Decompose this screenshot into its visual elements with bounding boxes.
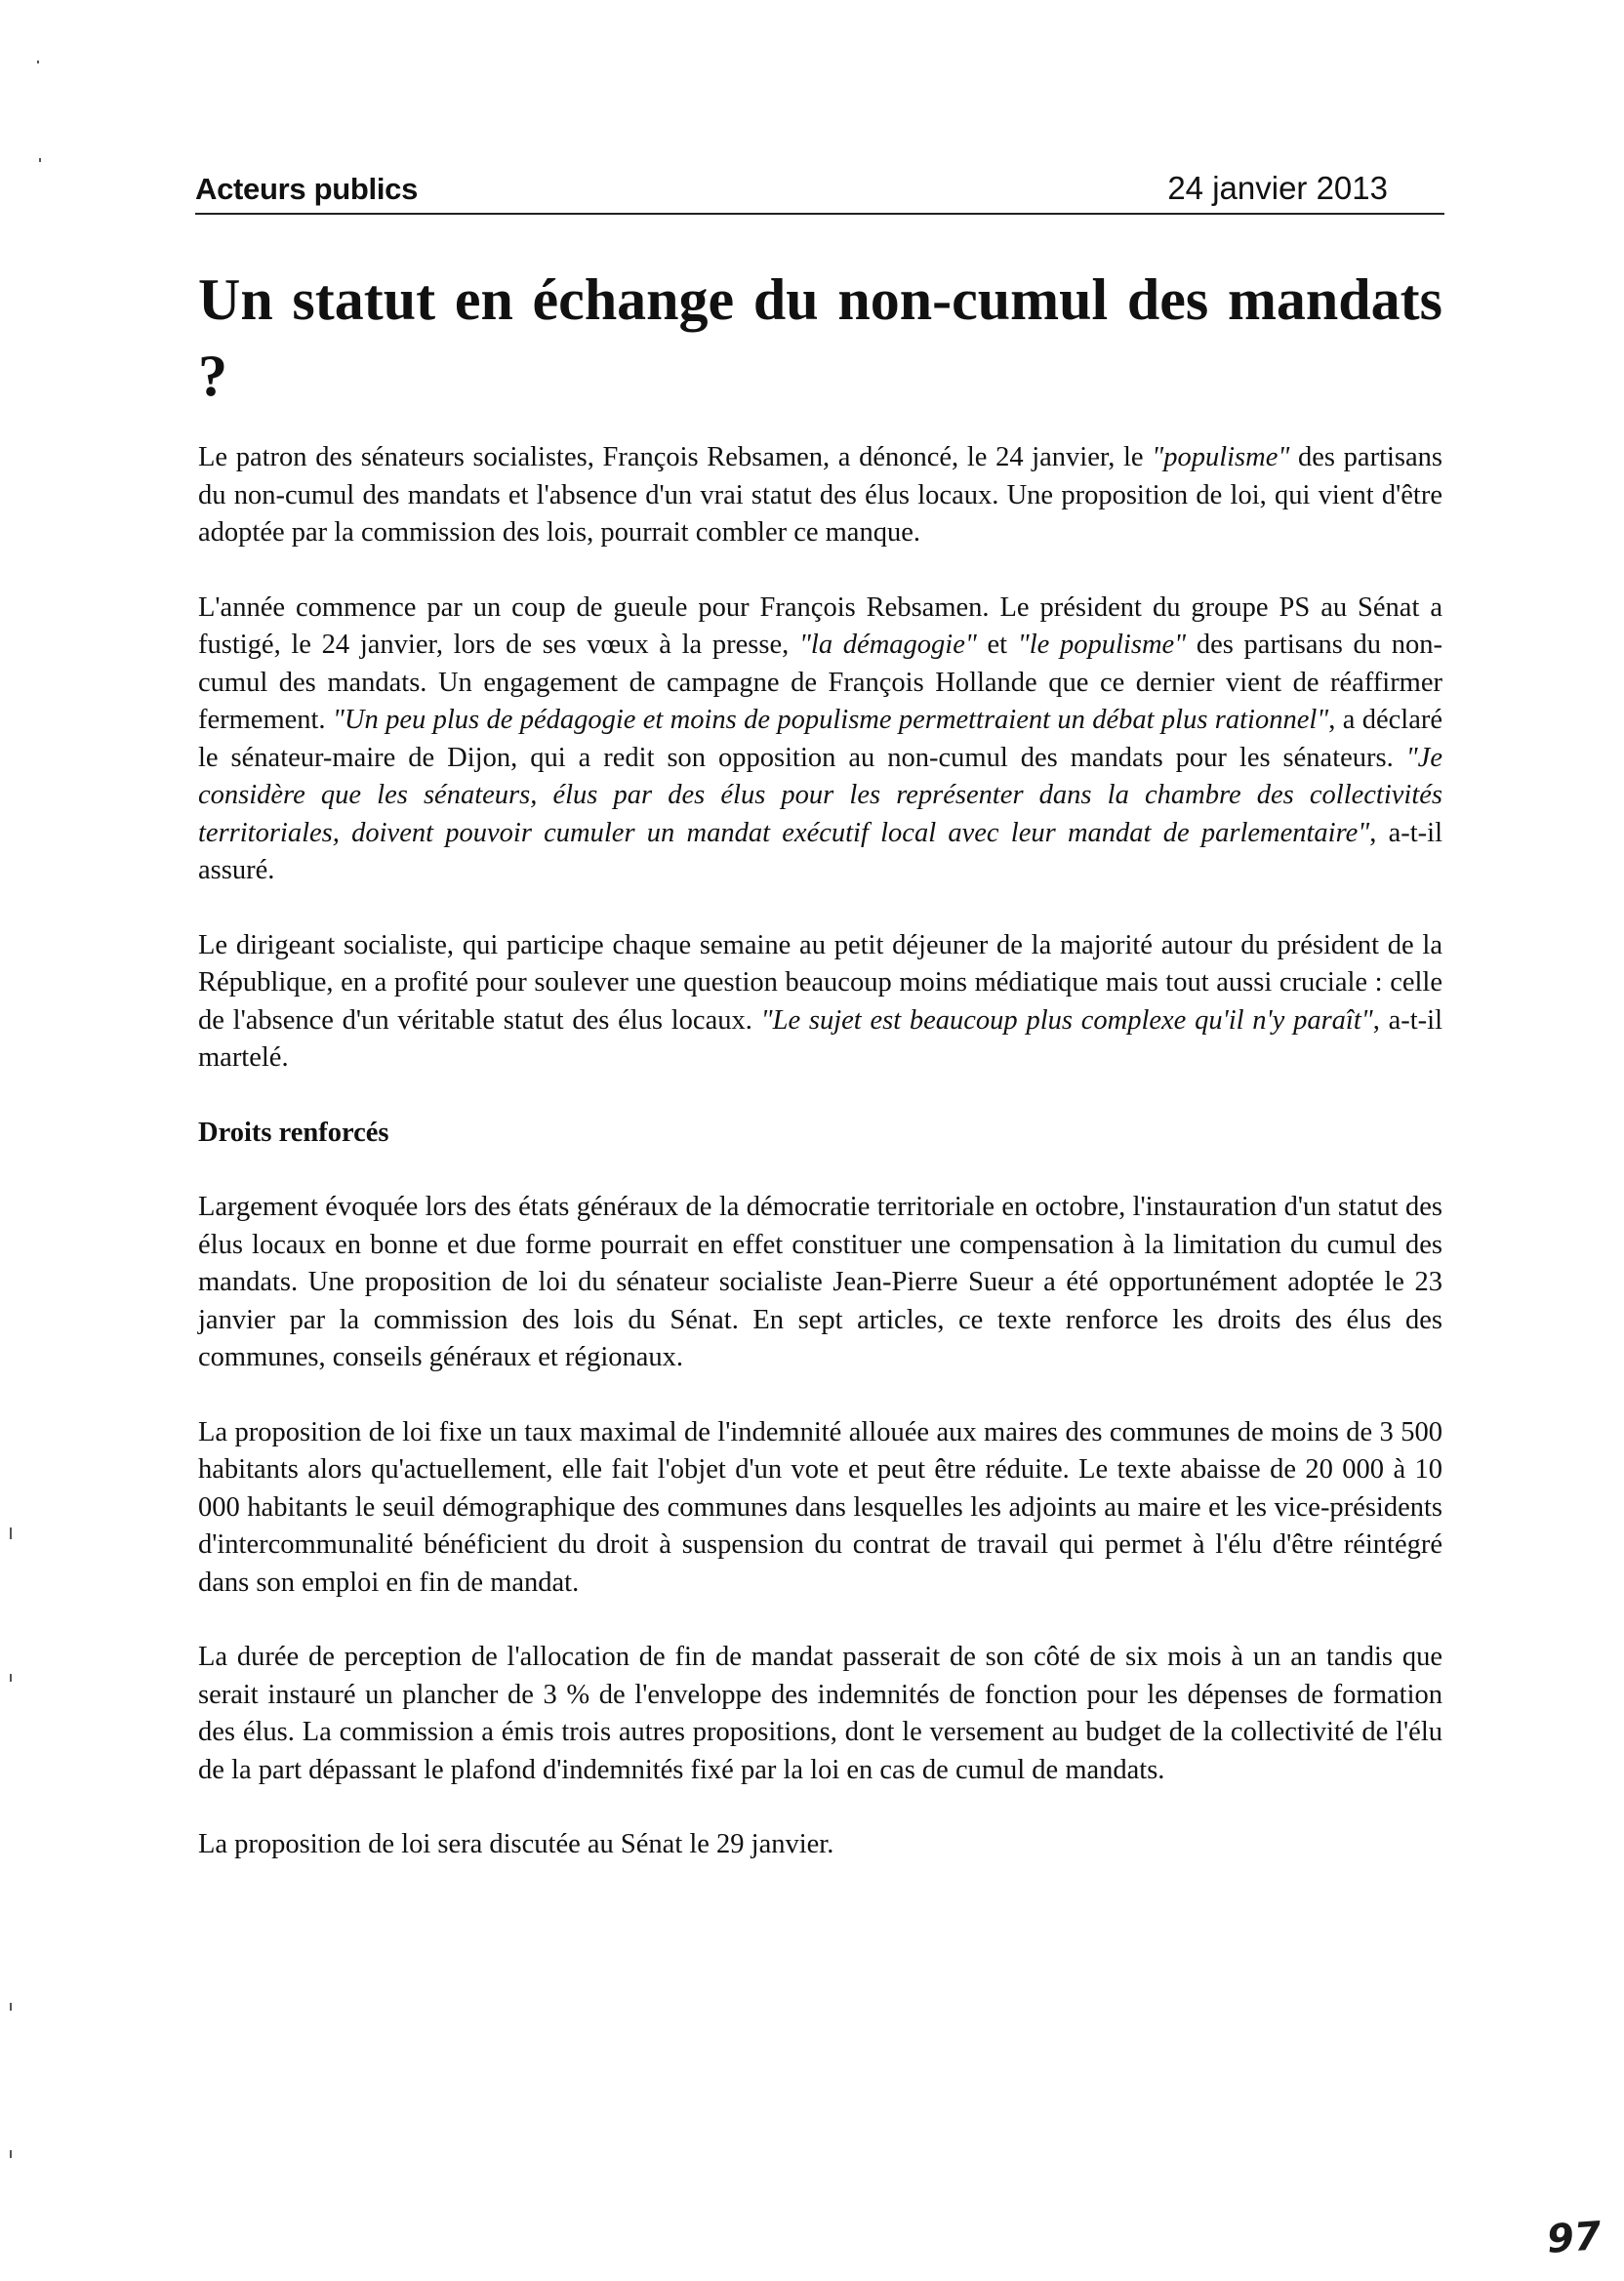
article-paragraph: L'année commence par un coup de gueule pour François Rebsamen. Le président du groupe PS au Sénat a fustigé, le 24 janvier, lors de ses vœux à la presse, "la démagogie" et "le populisme" des partisans du non-cumul des mandats. Un engagement de campagne de François Hollande que ce dernier vient de réaffirmer fermement. "Un peu plus de pédagogie et moins de populisme permettraient un débat plus rationnel", a déclaré le sénateur-maire de Dijon, qui a redit son opposition au non-cumul des mandats pour les sénateurs. "Je considère que les sénateurs, élus par des élus pour les représenter dans la chambre des collectivités territoriales, doivent pouvoir cumuler un mandat exécutif local avec leur mandat de parlementaire", a-t-il assuré.	[198, 591, 1442, 885]
scan-mark	[10, 1674, 12, 1682]
article-paragraph: Largement évoquée lors des états généraux de la démocratie territoriale en octobre, l'instauration d'un statut des élus locaux en bonne et due forme pourrait en effet constituer une compensation à la limitation du cumul des mandats. Une proposition de loi du sénateur socialiste Jean-Pierre Sueur a été opportunément adoptée le 23 janvier par la commission des lois du Sénat. En sept articles, ce texte renforce les droits des élus des communes, conseils généraux et régionaux.	[198, 1192, 1442, 1372]
scan-mark	[10, 1527, 12, 1539]
scan-mark	[39, 158, 41, 162]
page-header	[195, 166, 1444, 215]
scan-mark	[10, 2150, 12, 2158]
handwritten-page-number: 97	[1545, 2214, 1604, 2262]
publication-name: Acteurs publics	[195, 172, 419, 206]
article-paragraph: Le dirigeant socialiste, qui participe chaque semaine au petit déjeuner de la majorité autour du président de la République, en a profité pour soulever une question beaucoup moins médiatique mais tout aussi cruciale : celle de l'absence d'un véritable statut des élus locaux. "Le sujet est beaucoup plus complexe qu'il n'y paraît", a-t-il martelé.	[198, 929, 1442, 1073]
scan-mark	[37, 61, 39, 63]
scan-mark	[10, 2003, 12, 2011]
article-body	[198, 439, 1442, 1864]
publication-date: 24 janvier 2013	[1167, 170, 1388, 206]
article-paragraph: La proposition de loi sera discutée au Sénat le 29 janvier.	[198, 1829, 834, 1859]
article-paragraph: La proposition de loi fixe un taux maximal de l'indemnité allouée aux maires des communes de moins de 3 500 habitants alors qu'actuellement, elle fait l'objet d'un vote et peut être réduite. Le texte abaisse de 20 000 à 10 000 habitants le seuil démographique des communes dans lesquelles les adjoints au maire et les vice-présidents d'intercommunalité bénéficient du droit à suspension du contrat de travail qui permet à l'élu d'être réintégré dans son emploi en fin de mandat.	[198, 1416, 1442, 1598]
article-chapo: Le patron des sénateurs socialistes, François Rebsamen, a dénoncé, le 24 janvier, le "populisme" des partisans du non-cumul des mandats et l'absence d'un vrai statut des élus locaux. Une proposition de loi, qui vient d'être adoptée par la commission des lois, pourrait combler ce manque.	[198, 442, 1442, 548]
article-title: Un statut en échange du non-cumul des mandats ?	[198, 267, 1442, 408]
section-subheading: Droits renforcés	[198, 1117, 389, 1148]
article-paragraph: La durée de perception de l'allocation de fin de mandat passerait de son côté de six mois à un an tandis que serait instauré un plancher de 3 % de l'enveloppe des indemnités de fonction pour les dépenses de formation des élus. La commission a émis trois autres propositions, dont le versement au budget de la collectivité de l'élu de la part dépassant le plafond d'indemnités fixé par la loi en cas de cumul de mandats.	[198, 1642, 1442, 1785]
